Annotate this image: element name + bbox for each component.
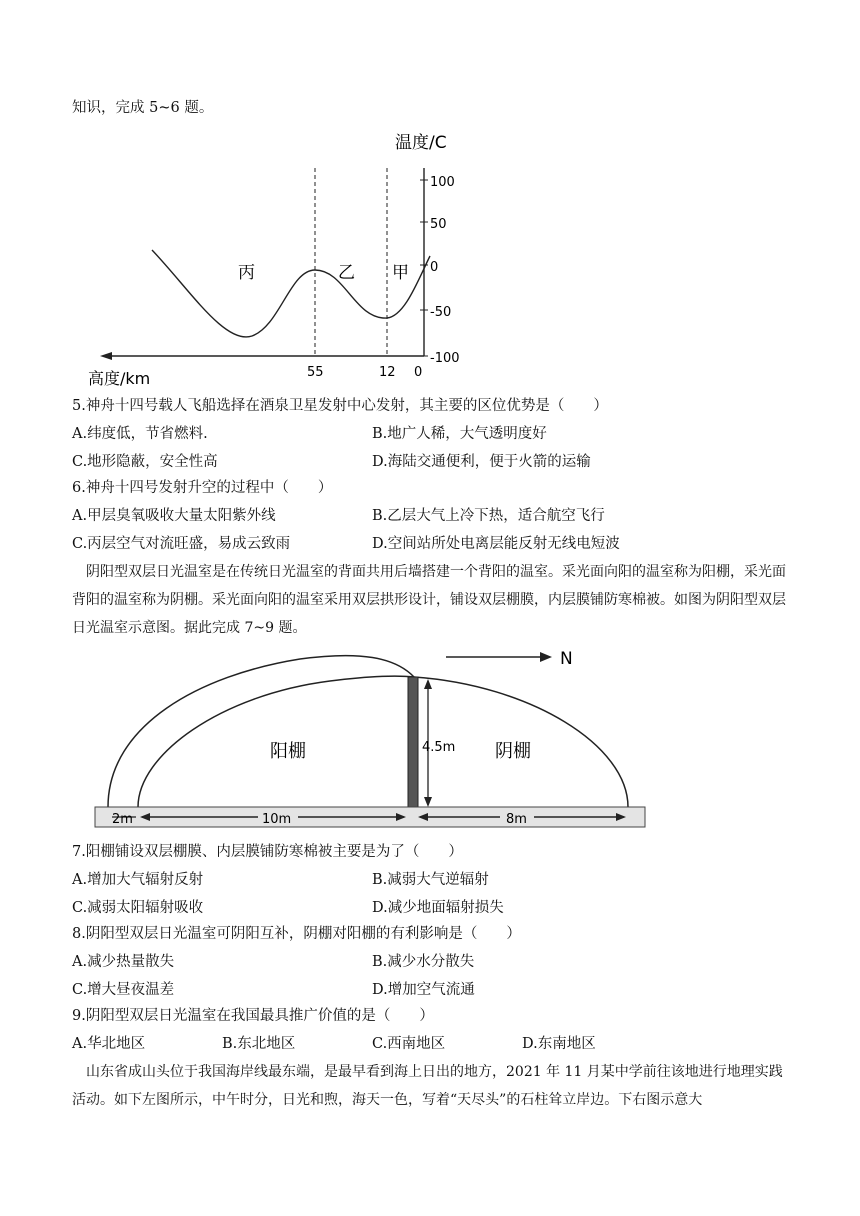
- fig1-layer-bing: 丙: [238, 263, 255, 283]
- q6-option-c: C.丙层空气对流旺盛，易成云致雨: [72, 536, 291, 552]
- intro-text: 知识，完成 5~6 题。: [72, 100, 214, 116]
- q8-option-a: A.减少热量散失: [72, 954, 175, 970]
- q7-option-a: A.增加大气辐射反射: [72, 872, 204, 888]
- q7-option-b: B.减弱大气逆辐射: [372, 872, 489, 888]
- width-label-8m: 8m: [506, 812, 527, 827]
- q6-stem: 6.神舟十四号发射升空的过程中（ ）: [72, 480, 333, 496]
- q9-option-a: A.华北地区: [72, 1036, 146, 1052]
- q9-stem: 9.阴阳型双层日光温室在我国最具推广价值的是（ ）: [72, 1008, 434, 1024]
- height-label: 4.5m: [422, 740, 456, 755]
- fig1-xtick-12: 12: [379, 365, 396, 380]
- passage-greenhouse: 阴阳型双层日光温室是在传统日光温室的背面共用后墙搭建一个背阳的温室。采光面向阳的温室称为阳棚，采光面背阳的温室称为阴棚。采光面向阳的温室采用双层拱形设计，铺设双层棚膜，内层膜铺防寒棉被。如图为阴阳型双层日光温室示意图。据此完成 7~9 题。: [72, 564, 786, 636]
- fig1-layer-yi: 乙: [338, 263, 355, 283]
- fig1-layer-jia: 甲: [392, 263, 409, 283]
- fig1-ytick-100: 100: [430, 175, 455, 190]
- fig1-ytick-neg100: -100: [430, 351, 460, 366]
- q5-option-d: D.海陆交通便利，便于火箭的运输: [372, 454, 591, 470]
- q5-stem: 5.神舟十四号载人飞船选择在酒泉卫星发射中心发射，其主要的区位优势是（ ）: [72, 398, 608, 414]
- q8-stem: 8.阴阳型双层日光温室可阴阳互补，阴棚对阳棚的有利影响是（ ）: [72, 926, 521, 942]
- q7-stem: 7.阳棚铺设双层棚膜、内层膜铺防寒棉被主要是为了（ ）: [72, 844, 463, 860]
- width-label-2m: 2m: [112, 812, 133, 827]
- fig1-x-title: 高度/km: [88, 369, 151, 388]
- fig1-xtick-0: 0: [414, 365, 423, 380]
- q6-option-d: D.空间站所处电离层能反射无线电短波: [372, 536, 620, 552]
- q5-option-c: C.地形隐蔽，安全性高: [72, 454, 218, 470]
- q5-option-b: B.地广人稀，大气透明度好: [372, 426, 547, 442]
- sun-shed-outer-arch: [108, 656, 414, 807]
- q9-option-d: D.东南地区: [522, 1036, 596, 1052]
- q7-option-c: C.减弱太阳辐射吸收: [72, 900, 204, 916]
- fig1-temperature-curve: [152, 250, 430, 337]
- fig1-xtick-55: 55: [307, 365, 324, 380]
- q7-option-d: D.减少地面辐射损失: [372, 900, 504, 916]
- sun-shed-label: 阳棚: [270, 741, 306, 762]
- q8-option-d: D.增加空气流通: [372, 982, 475, 998]
- north-label: N: [560, 649, 573, 669]
- q6-option-b: B.乙层大气上冷下热，适合航空飞行: [372, 508, 605, 524]
- shade-shed-label: 阴棚: [495, 741, 531, 762]
- fig1-ytick-50: 50: [430, 217, 447, 232]
- q8-option-b: B.减少水分散失: [372, 954, 475, 970]
- passage-chengshantou: 山东省成山头位于我国海岸线最东端，是最早看到海上日出的地方，2021 年 11 月某中学前往该地进行地理实践活动。如下左图所示，中午时分，日光和煦，海天一色，写着“天尽头”的石柱耸立岸边。下右图示意大: [72, 1064, 783, 1108]
- fig1-ytick-0: 0: [430, 260, 439, 275]
- q9-option-b: B.东北地区: [222, 1036, 296, 1052]
- greenhouse-figure: [0, 645, 860, 835]
- q9-option-c: C.西南地区: [372, 1036, 446, 1052]
- fig1-ytick-neg50: -50: [430, 305, 452, 320]
- q6-option-a: A.甲层臭氧吸收大量太阳紫外线: [72, 508, 276, 524]
- fig1-x-arrow: [100, 352, 112, 360]
- shared-back-wall: [408, 677, 418, 807]
- q8-option-c: C.增大昼夜温差: [72, 982, 175, 998]
- atmosphere-temperature-figure: [0, 130, 860, 390]
- fig1-y-title: 温度/C: [395, 133, 447, 153]
- width-label-10m: 10m: [262, 812, 292, 827]
- q5-option-a: A.纬度低，节省燃料.: [72, 426, 208, 442]
